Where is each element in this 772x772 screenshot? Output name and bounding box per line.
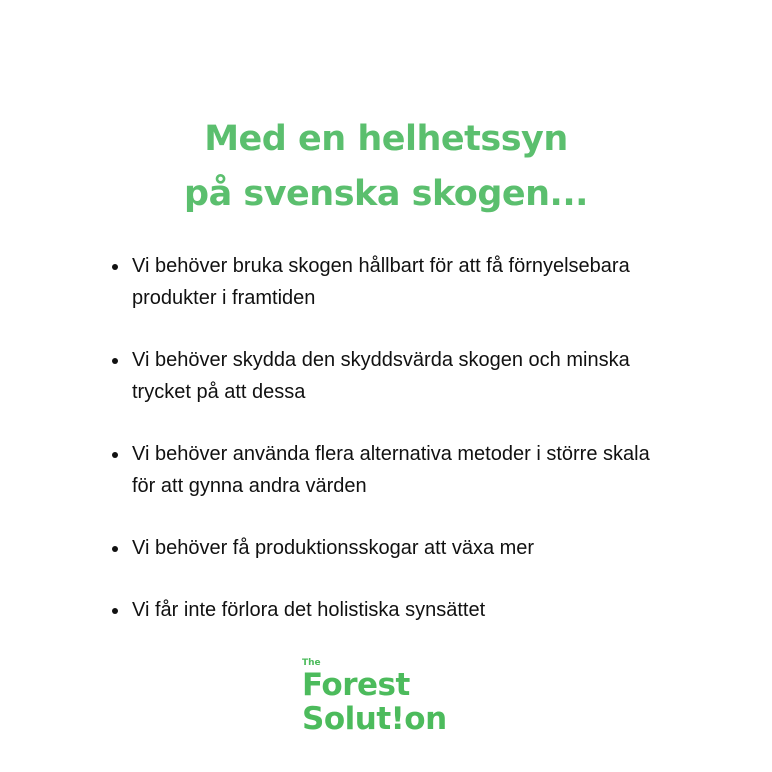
list-item: Vi behöver bruka skogen hållbart för att få förnyelsebara produkter i framtiden bbox=[108, 250, 668, 314]
list-item: Vi behöver få produktionsskogar att växa mer bbox=[108, 532, 668, 564]
list-item: Vi behöver använda flera alternativa metoder i större skala för att gynna andra värden bbox=[108, 438, 668, 502]
logo-word-solution: Solut!on bbox=[302, 701, 447, 737]
page-title bbox=[0, 112, 772, 222]
title-line-1: Med en helhetssyn bbox=[204, 119, 568, 159]
bullet-list bbox=[108, 250, 668, 656]
forest-solution-logo bbox=[302, 658, 447, 736]
title-line-2: på svenska skogen... bbox=[184, 174, 588, 214]
logo-word-forest: Forest bbox=[302, 667, 410, 703]
list-item: Vi behöver skydda den skyddsvärda skogen och minska trycket på att dessa bbox=[108, 344, 668, 408]
logo-the: The bbox=[302, 658, 321, 668]
list-item: Vi får inte förlora det holistiska synsättet bbox=[108, 594, 668, 626]
